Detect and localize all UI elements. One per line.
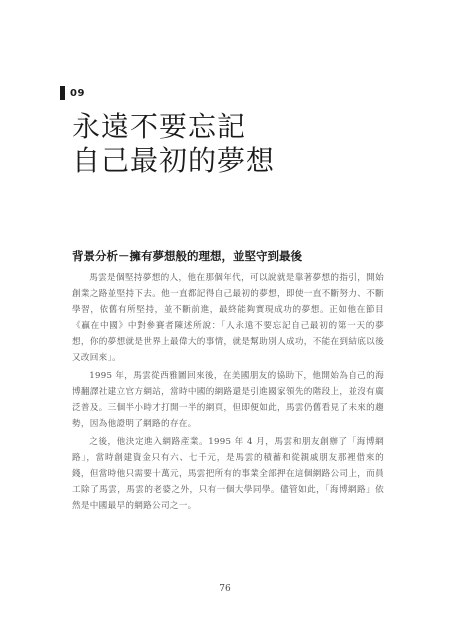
chapter-number: 09 <box>70 87 85 99</box>
chapter-title <box>72 110 402 178</box>
paragraph: 馬雲是個堅持夢想的人，他在那個年代，可以說就是靠著夢想的指引，開始創業之路並堅持下去。他一直都記得自己最初的夢想，即使一直不斷努力、不斷學習，依舊有所堅持，並不斷前進，最終能夠實現成功的夢想。正如他在節目《贏在中國》中對參賽者陳述所說：「人永遠不要忘記自己最初的第一天的夢想，你的夢想就是世界上最偉大的事情，就是幫助別人成功，不能在到結底以後又改回來」。 <box>72 273 384 363</box>
paragraph: 之後，他決定進入網路產業。1995 年 4 月，馬雲和朋友創辦了「海博網路」，當時創建資金只有六、七千元，是馬雲的積蓄和從親戚朋友那裡借來的錢，但當時他只需要十萬元，馬雲把所有的事業全部押在這個網路公司上，而員工除了馬雲，馬雲的老婆之外，只有一個大學同學。儘管如此，「海博網路」依然是中國最早的網路公司之一。 <box>72 437 384 511</box>
chapter-bar <box>60 86 65 100</box>
chapter-marker <box>60 86 85 100</box>
section-heading: 背景分析－擁有夢想般的理想，並堅守到最後 <box>72 249 302 263</box>
paragraph: 1995 年，馬雲從西雅圖回來後，在美國朋友的協助下，他開始為自己的海博翻譯社建立官方網站，當時中國的網路還是引進國家領先的階段上，並沒有廣泛普及。三個半小時才打開一半的網頁，但即便如此，馬雲仍舊看見了未來的趨勢，因為他證明了網路的存在。 <box>72 371 384 429</box>
page-number: 76 <box>219 584 231 594</box>
body-text <box>72 270 384 516</box>
chapter-title-line-1: 永遠不要忘記 <box>72 110 247 143</box>
chapter-title-line-2: 自己最初的夢想 <box>72 144 276 177</box>
